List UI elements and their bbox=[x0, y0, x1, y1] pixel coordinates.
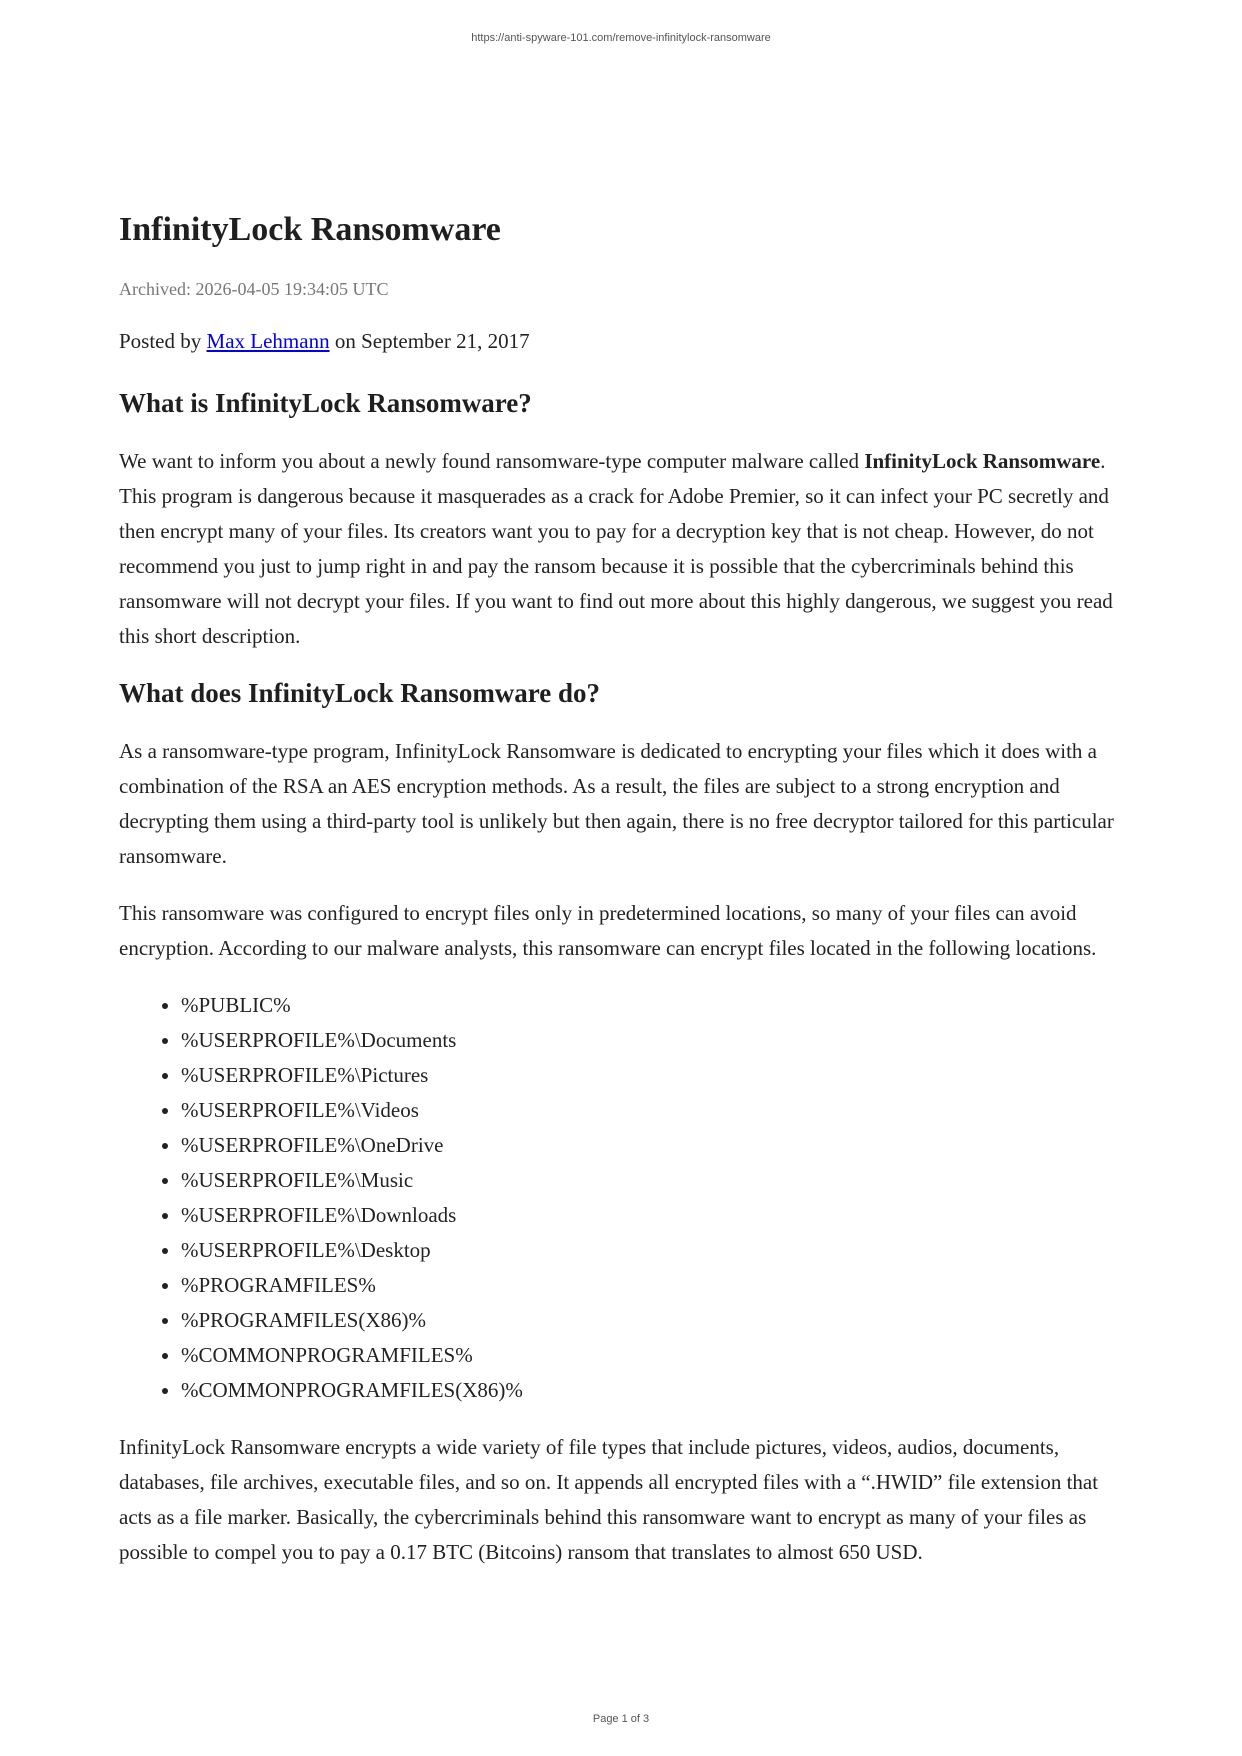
list-item: • %PROGRAMFILES% bbox=[181, 1268, 1129, 1303]
intro-malware-name: InfinityLock Ransomware bbox=[864, 449, 1101, 473]
section-heading-what-is: What is InfinityLock Ransomware? bbox=[119, 388, 532, 418]
section-heading-what-does: What does InfinityLock Ransomware do? bbox=[119, 678, 601, 708]
locations-intro-paragraph: This ransomware was configured to encrypt files only in predetermined locations, so many of your files can avoid encryption. According to our malware analysts, this ransomware can encrypt files located in the following locations. bbox=[119, 901, 1097, 960]
locations-list bbox=[119, 988, 1129, 1408]
list-item: • %USERPROFILE%\Music bbox=[181, 1163, 1129, 1198]
intro-text-start: We want to inform you about a newly found ransomware-type computer malware called bbox=[119, 449, 865, 473]
list-item: • %USERPROFILE%\Videos bbox=[181, 1093, 1129, 1128]
intro-paragraph bbox=[119, 444, 1129, 654]
page-url: https://anti-spyware-101.com/remove-infinitylock-ransomware bbox=[471, 32, 771, 44]
page-number: Page 1 of 3 bbox=[592, 1713, 650, 1725]
list-item: • %PROGRAMFILES(X86)% bbox=[181, 1303, 1129, 1338]
list-item: • %USERPROFILE%\Desktop bbox=[181, 1233, 1129, 1268]
byline-prefix: Posted by bbox=[119, 329, 207, 353]
page-title: InfinityLock Ransomware bbox=[119, 211, 501, 248]
byline-date: on September 21, 2017 bbox=[329, 329, 530, 353]
list-item: • %USERPROFILE%\Documents bbox=[181, 1023, 1129, 1058]
list-item: • %USERPROFILE%\Downloads bbox=[181, 1198, 1129, 1233]
intro-text-end: . This program is dangerous because it masquerades as a crack for Adobe Premier, so it can infect your PC secretly and then encrypt many of your files. Its creators want you to pay for a decryption key that is not cheap. However, do not recommend you just to jump right in and pay the ransom because it is possible that the cybercriminals behind this ransomware will not decrypt your files. If you want to find out more about this highly dangerous, we suggest you read this short description. bbox=[119, 449, 1113, 648]
byline bbox=[119, 326, 1129, 356]
archived-timestamp: Archived: 2026-04-05 19:34:05 UTC bbox=[119, 279, 389, 299]
list-item: • %PUBLIC% bbox=[181, 988, 1129, 1023]
list-item: • %COMMONPROGRAMFILES(X86)% bbox=[181, 1373, 1129, 1408]
list-item: • %USERPROFILE%\OneDrive bbox=[181, 1128, 1129, 1163]
article bbox=[119, 210, 1129, 1592]
encryption-paragraph: As a ransomware-type program, InfinityLock Ransomware is dedicated to encrypting your files which it does with a combination of the RSA an AES encryption methods. As a result, the files are subject to a strong encryption and decrypting them using a third-party tool is unlikely but then again, there is no free decryptor tailored for this particular ransomware. bbox=[119, 739, 1114, 868]
author-link[interactable]: Max Lehmann bbox=[206, 329, 330, 353]
list-item: • %COMMONPROGRAMFILES% bbox=[181, 1338, 1129, 1373]
list-item: • %USERPROFILE%\Pictures bbox=[181, 1058, 1129, 1093]
file-types-paragraph: InfinityLock Ransomware encrypts a wide variety of file types that include pictures, videos, audios, documents, databases, file archives, executable files, and so on. It appends all encrypted files with a “.HWID” file extension that acts as a file marker. Basically, the cybercriminals behind this ransomware want to encrypt as many of your files as possible to compel you to pay a 0.17 BTC (Bitcoins) ransom that translates to almost 650 USD. bbox=[119, 1435, 1099, 1564]
